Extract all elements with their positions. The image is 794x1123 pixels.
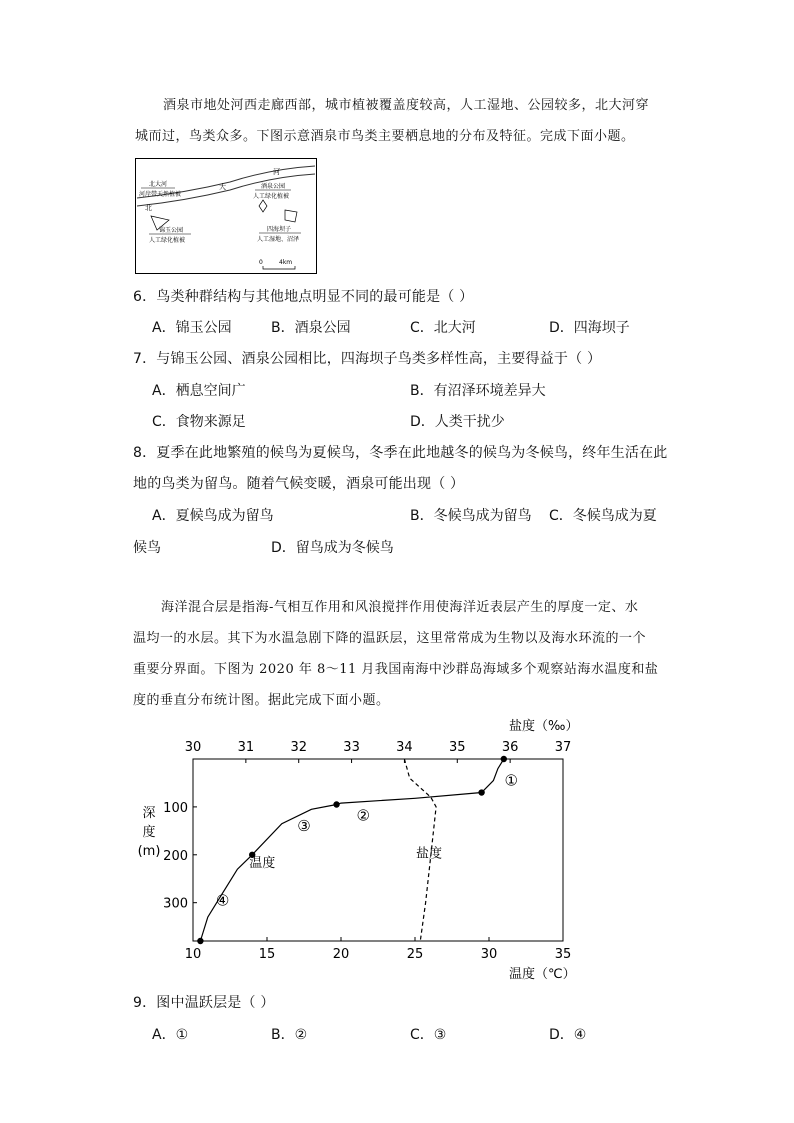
river-char-3: 河	[273, 168, 280, 176]
temperature-curve	[200, 759, 503, 941]
depth-axis-char-2: 度	[142, 825, 156, 840]
jiuquan-park-habitat: 人工绿化植被	[253, 193, 290, 200]
river-char-1: 北	[145, 204, 152, 212]
temperature-key-point	[478, 789, 484, 795]
salinity-tick-label: 37	[554, 740, 572, 755]
q9-option-a[interactable]: A．①	[152, 1027, 189, 1043]
passage-1	[135, 90, 665, 152]
question-8-stem-line-2: 地的鸟类为留鸟。随着气候变暖，酒泉可能出现（ ）	[133, 476, 465, 492]
jinyu-park-habitat: 人工绿化植被	[149, 237, 186, 244]
temperature-series-label: 温度	[249, 855, 276, 871]
passage-2-line-1: 海洋混合层是指海-气相互作用和风浪搅拌作用使海洋近表层产生的厚度一定、水	[161, 600, 639, 615]
salinity-tick-label: 36	[501, 740, 519, 755]
layer-marker: ④	[215, 891, 230, 910]
temperature-tick-label: 10	[184, 947, 202, 962]
passage-2	[133, 592, 668, 716]
q8-option-b[interactable]: B．冬候鸟成为留鸟	[410, 508, 532, 524]
salinity-tick-label: 32	[290, 740, 307, 755]
temperature-axis-title: 温度（℃）	[509, 967, 576, 982]
q9-option-c[interactable]: C．③	[410, 1027, 447, 1043]
question-8-stem-line-1: 8．夏季在此地繁殖的候鸟为夏候鸟，冬季在此地越冬的候鸟为冬候鸟，终年生活在此	[133, 445, 668, 461]
q8-option-c-continued: 候鸟	[133, 540, 161, 556]
temperature-tick-label: 20	[332, 947, 350, 962]
sihai-bazi-habitat: 人工湿地、沼泽	[257, 236, 300, 243]
q6-option-c[interactable]: C．北大河	[410, 320, 476, 336]
river-label: 北大河	[149, 181, 168, 188]
temperature-salinity-chart	[130, 714, 590, 984]
q6-option-a[interactable]: A．锦玉公园	[152, 320, 232, 336]
question-9-stem: 9．图中温跃层是（ ）	[133, 995, 275, 1011]
salinity-axis-title: 盐度（‰）	[509, 719, 579, 734]
temperature-key-point	[197, 938, 203, 944]
depth-tick-label: 100	[163, 800, 188, 816]
depth-axis-char-1: 深	[142, 806, 156, 821]
passage-1-line-2: 城而过，鸟类众多。下图示意酒泉市鸟类主要栖息地的分布及特征。完成下面小题。	[135, 129, 635, 144]
depth-axis-unit: (m)	[137, 844, 161, 859]
temperature-tick-label: 35	[554, 947, 572, 962]
salinity-tick-label: 34	[396, 740, 413, 755]
q7-option-c[interactable]: C．食物来源足	[152, 414, 246, 430]
q7-option-a[interactable]: A．栖息空间广	[152, 383, 246, 399]
passage-2-line-4: 度的垂直分布统计图。据此完成下面小题。	[133, 693, 390, 708]
habitat-map	[135, 158, 317, 274]
passage-2-line-2: 温均一的水层。其下为水温急剧下降的温跃层，这里常常成为生物以及海水环流的一个	[133, 631, 647, 646]
river-habitat-label: 河岸带天然植被	[139, 191, 182, 198]
layer-marker: ①	[504, 771, 518, 790]
passage-1-line-1: 酒泉市地处河西走廊西部，城市植被覆盖度较高，人工湿地、公园较多，北大河穿	[163, 98, 650, 113]
q8-option-a[interactable]: A．夏候鸟成为留鸟	[152, 508, 274, 524]
q9-option-d[interactable]: D．④	[549, 1027, 587, 1043]
scale-zero: 0	[259, 259, 263, 266]
q7-option-d[interactable]: D．人类干扰少	[410, 414, 505, 430]
q7-option-b[interactable]: B．有沼泽环境差异大	[410, 383, 546, 399]
scale-length: 4km	[279, 259, 293, 266]
salinity-tick-label: 35	[449, 740, 466, 755]
salinity-tick-label: 33	[343, 740, 360, 755]
q9-option-b[interactable]: B．②	[271, 1027, 308, 1043]
salinity-tick-label: 30	[184, 740, 202, 755]
temperature-tick-label: 25	[406, 947, 424, 962]
layer-marker: ②	[356, 806, 370, 825]
q8-option-d[interactable]: D．留鸟成为冬候鸟	[271, 540, 394, 556]
salinity-tick-label: 31	[237, 740, 255, 755]
sihai-bazi-label: 四海坝子	[267, 226, 292, 233]
q8-option-c[interactable]: C．冬候鸟成为夏	[549, 508, 657, 524]
temperature-key-point	[501, 756, 507, 762]
depth-tick-label: 300	[163, 896, 188, 912]
passage-2-line-3: 重要分界面。下图为 2020 年 8～11 月我国南海中沙群岛海域多个观察站海水温度和盐	[133, 662, 659, 677]
jinyu-park-label: 锦玉公园	[159, 227, 184, 234]
salinity-series-label: 盐度	[416, 846, 443, 862]
temperature-key-point	[333, 801, 339, 807]
depth-tick-label: 200	[163, 848, 188, 864]
question-7-stem: 7．与锦玉公园、酒泉公园相比，四海坝子鸟类多样性高，主要得益于（ ）	[133, 351, 602, 367]
layer-marker: ③	[297, 817, 311, 836]
temperature-tick-label: 30	[480, 947, 498, 962]
jiuquan-park-label: 酒泉公园	[261, 183, 286, 190]
q6-option-b[interactable]: B．酒泉公园	[271, 320, 351, 336]
river-char-2: 大	[219, 183, 226, 191]
q6-option-d[interactable]: D．四海坝子	[549, 320, 630, 336]
temperature-tick-label: 15	[258, 947, 276, 962]
question-6-stem: 6．鸟类种群结构与其他地点明显不同的最可能是（ ）	[133, 289, 474, 305]
